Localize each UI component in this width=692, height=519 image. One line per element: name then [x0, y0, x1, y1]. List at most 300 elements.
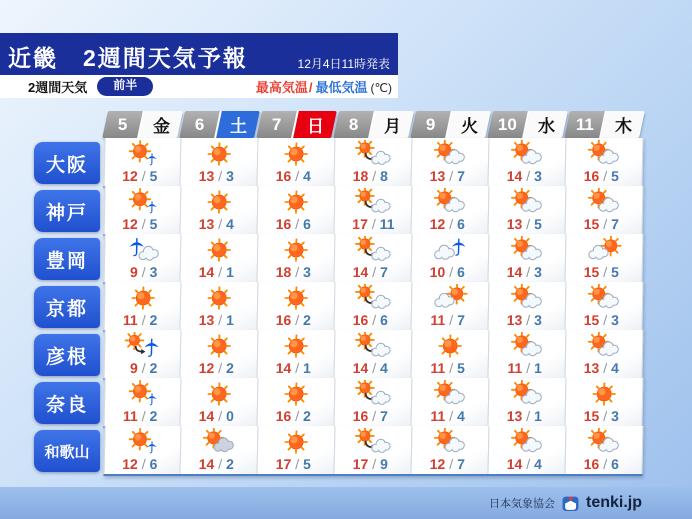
date-number: 9 — [410, 111, 453, 138]
low-temp: 2 — [225, 456, 235, 472]
sun-icon — [277, 428, 316, 456]
date-column-7 — [256, 111, 337, 138]
forecast-cell — [181, 426, 259, 474]
city-label: 京都 — [34, 286, 100, 328]
sun-then-cloud-icon — [354, 284, 393, 312]
temp-separator: / — [603, 312, 608, 328]
high-temp: 14 — [275, 360, 292, 376]
sun-rain-icon — [123, 380, 162, 408]
provider-credit: 日本気象協会 — [488, 498, 555, 510]
forecast-cell — [104, 282, 182, 330]
forecast-cell — [489, 378, 567, 426]
sun-cloud-icon — [431, 380, 470, 408]
forecast-cell — [258, 186, 336, 234]
cloud-sun-icon — [431, 284, 470, 312]
low-temp: 7 — [456, 312, 466, 328]
low-temp: 4 — [302, 168, 312, 184]
low-temp: 8 — [379, 168, 389, 184]
forecast-cell — [566, 378, 644, 426]
low-temp: 3 — [225, 168, 235, 184]
low-temp: 7 — [456, 168, 466, 184]
forecast-cells — [103, 426, 643, 476]
forecast-cell — [412, 138, 490, 186]
temp-separator: / — [372, 312, 377, 328]
low-temp: 5 — [610, 264, 620, 280]
high-temp: 13 — [429, 168, 446, 184]
sun-cloud-icon — [585, 284, 624, 312]
forecast-cell — [104, 234, 182, 282]
city-label: 大阪 — [34, 142, 100, 184]
high-temp: 12 — [122, 168, 138, 184]
temperature-pair — [351, 361, 394, 375]
low-temp: 1 — [225, 264, 235, 280]
forecast-cell — [412, 282, 490, 330]
temp-separator: / — [603, 360, 608, 376]
forecast-cell — [335, 282, 413, 330]
temperature-pair — [428, 313, 471, 327]
high-temp: 12 — [198, 360, 215, 376]
temperature-pair — [121, 457, 164, 471]
day-of-week: 土 — [216, 111, 260, 138]
forecast-cell — [258, 330, 336, 378]
high-temp: 9 — [129, 264, 138, 280]
low-temp: 5 — [302, 456, 312, 472]
forecast-cell — [566, 282, 644, 330]
forecast-cell — [566, 234, 644, 282]
low-temp: 6 — [610, 456, 620, 472]
forecast-cell — [566, 426, 644, 474]
date-column-11 — [564, 111, 645, 138]
city-label: 彦根 — [34, 334, 100, 376]
high-temp: 15 — [583, 312, 600, 328]
temperature-pair — [505, 409, 548, 423]
high-temp: 14 — [198, 264, 215, 280]
high-temp: 17 — [352, 216, 369, 232]
temp-separator: / — [141, 168, 146, 184]
sun-cloud-icon — [585, 140, 624, 168]
low-temp: 7 — [379, 264, 389, 280]
temperature-pair — [274, 313, 317, 327]
date-column-8 — [333, 111, 414, 138]
forecast-cell — [258, 234, 336, 282]
high-temp: 15 — [583, 216, 600, 232]
high-temp: 16 — [275, 312, 292, 328]
high-temp: 13 — [506, 216, 523, 232]
temperature-pair — [197, 313, 240, 327]
temp-separator: / — [372, 408, 377, 424]
forecast-row — [34, 427, 643, 475]
high-temp: 12 — [429, 216, 446, 232]
low-temp: 7 — [456, 456, 466, 472]
date-column-10 — [487, 111, 568, 138]
temperature-pair — [274, 169, 317, 183]
forecast-cell — [412, 378, 490, 426]
low-temp: 4 — [225, 216, 235, 232]
date-column-6 — [179, 111, 260, 138]
temp-separator: / — [372, 264, 377, 280]
low-temp: 6 — [149, 456, 158, 472]
high-temp: 14 — [352, 360, 369, 376]
sun-icon — [277, 332, 316, 360]
temperature-legend — [256, 77, 392, 96]
temp-separator: / — [449, 312, 454, 328]
date-number: 5 — [102, 111, 145, 138]
temperature-pair — [428, 409, 471, 423]
sun-icon — [200, 332, 239, 360]
forecast-cell — [181, 330, 259, 378]
sun-rain-icon — [123, 428, 162, 456]
temp-separator: / — [449, 168, 454, 184]
temp-separator: / — [295, 216, 300, 232]
forecast-cell — [104, 378, 182, 426]
forecast-cell — [489, 282, 567, 330]
sun-cloud-icon — [508, 332, 547, 360]
low-temp: 7 — [379, 408, 389, 424]
temperature-pair — [582, 169, 625, 183]
temperature-pair — [428, 457, 471, 471]
forecast-cell — [258, 426, 336, 474]
temp-separator: / — [603, 456, 608, 472]
temperature-pair — [351, 265, 394, 279]
page-title: 近畿 2週間天気予報 — [8, 45, 248, 71]
city-label: 奈良 — [34, 382, 100, 424]
high-temp: 9 — [129, 360, 138, 376]
temperature-pair — [197, 361, 240, 375]
forecast-cell — [335, 234, 413, 282]
sun-icon — [431, 332, 470, 360]
sun-icon — [277, 188, 316, 216]
sun-cloud-icon — [585, 188, 624, 216]
temperature-pair — [274, 361, 317, 375]
temp-separator: / — [218, 168, 223, 184]
temperature-pair — [428, 169, 471, 183]
temperature-pair — [197, 169, 240, 183]
high-temp: 16 — [275, 408, 292, 424]
sun-icon — [200, 236, 239, 264]
sun-then-cloud-icon — [354, 236, 393, 264]
temperature-pair — [197, 409, 240, 423]
high-temp: 17 — [352, 456, 369, 472]
high-temp: 14 — [198, 408, 215, 424]
high-temp: 16 — [583, 168, 600, 184]
high-temp: 11 — [430, 360, 446, 376]
temp-separator: / — [141, 360, 146, 376]
city-label: 和歌山 — [34, 430, 100, 472]
sun-cloud-icon — [508, 284, 547, 312]
high-temp: 10 — [429, 264, 446, 280]
sun-icon — [277, 284, 316, 312]
sun-cloud-icon — [508, 140, 547, 168]
temperature-pair — [121, 169, 164, 183]
temperature-pair — [274, 217, 317, 231]
forecast-cell — [104, 330, 182, 378]
sun-rain-icon — [123, 188, 162, 216]
temperature-pair — [274, 409, 317, 423]
sun-cloud-icon — [431, 140, 470, 168]
temp-separator: / — [526, 168, 531, 184]
high-temp: 13 — [583, 360, 600, 376]
temp-separator: / — [603, 216, 608, 232]
sun-then-rain-icon — [123, 332, 162, 360]
temp-separator: / — [141, 408, 146, 424]
temperature-pair — [351, 217, 395, 231]
day-of-week: 水 — [524, 111, 568, 138]
forecast-cells — [103, 330, 643, 380]
high-temp: 11 — [507, 360, 523, 376]
temperature-pair — [582, 313, 625, 327]
temperature-pair — [121, 409, 164, 423]
temp-separator: / — [526, 264, 531, 280]
temp-separator: / — [449, 264, 454, 280]
date-number: 10 — [487, 111, 530, 138]
low-temp: 4 — [456, 408, 466, 424]
sun-icon — [277, 236, 316, 264]
temp-separator: / — [603, 264, 608, 280]
low-temp: 3 — [610, 408, 620, 424]
day-of-week: 木 — [601, 111, 645, 138]
temperature-pair — [582, 457, 625, 471]
forecast-grid — [34, 139, 643, 475]
forecast-row — [34, 235, 643, 283]
low-temp: 2 — [149, 312, 158, 328]
city-label: 豊岡 — [34, 238, 100, 280]
sun-cloud-icon — [508, 188, 547, 216]
low-temp: 4 — [533, 456, 543, 472]
temperature-pair — [121, 217, 164, 231]
temp-separator: / — [141, 312, 146, 328]
temp-separator: / — [449, 216, 454, 232]
city-label: 神戸 — [34, 190, 100, 232]
low-temp: 2 — [302, 408, 312, 424]
temp-separator: / — [295, 312, 300, 328]
forecast-cell — [489, 426, 567, 474]
temp-separator: / — [295, 408, 300, 424]
date-column-5 — [102, 111, 183, 138]
low-temp: 3 — [149, 264, 158, 280]
forecast-row — [34, 379, 643, 427]
date-column-9 — [410, 111, 491, 138]
high-temp: 12 — [122, 216, 138, 232]
temp-separator: / — [141, 264, 146, 280]
forecast-cells — [103, 378, 643, 428]
low-temp: 3 — [302, 264, 312, 280]
low-temp: 2 — [149, 360, 158, 376]
sun-then-cloud-icon — [354, 140, 393, 168]
temperature-pair — [121, 265, 164, 279]
temperature-pair — [505, 457, 548, 471]
temperature-pair — [505, 313, 548, 327]
temp-separator: / — [141, 216, 146, 232]
sun-then-cloud-icon — [354, 188, 393, 216]
forecast-cell — [181, 282, 259, 330]
day-of-week: 金 — [139, 111, 183, 138]
sun-rain-icon — [123, 140, 162, 168]
low-temp: 9 — [379, 456, 389, 472]
sun-icon — [277, 380, 316, 408]
forecast-cells — [103, 282, 643, 332]
high-temp: 13 — [506, 408, 523, 424]
sub-header — [0, 75, 398, 98]
temperature-pair — [582, 409, 625, 423]
sun-icon — [277, 140, 316, 168]
bottom-bar — [0, 487, 692, 519]
temperature-pair — [197, 265, 240, 279]
temp-separator: / — [603, 408, 608, 424]
temp-separator: / — [218, 360, 223, 376]
sun-icon — [200, 188, 239, 216]
low-temp: 2 — [149, 408, 158, 424]
brand-tenki-jp[interactable]: tenki.jp — [585, 494, 642, 511]
forecast-cell — [181, 234, 259, 282]
low-temp: 1 — [302, 360, 312, 376]
temperature-pair — [121, 313, 164, 327]
forecast-cell — [104, 186, 182, 234]
forecast-cell — [489, 234, 567, 282]
temperature-pair — [351, 409, 394, 423]
temperature-pair — [505, 265, 548, 279]
sun-cloud-gray-icon — [200, 428, 239, 456]
low-temp: 1 — [225, 312, 235, 328]
high-temp: 16 — [583, 456, 600, 472]
sun-cloud-icon — [585, 428, 624, 456]
temperature-pair — [428, 217, 471, 231]
date-number: 8 — [333, 111, 376, 138]
forecast-cells — [103, 138, 643, 188]
high-temp: 12 — [122, 456, 138, 472]
forecast-cell — [335, 378, 413, 426]
high-temp: 18 — [275, 264, 292, 280]
temperature-pair — [428, 265, 471, 279]
forecast-cell — [104, 426, 182, 474]
temperature-pair — [505, 217, 548, 231]
high-temp: 14 — [506, 168, 523, 184]
issued-timestamp: 12月4日11時発表 — [297, 57, 390, 71]
forecast-row — [34, 187, 643, 235]
legend-high-temp: 最高気温 — [255, 80, 308, 95]
temperature-pair — [505, 169, 548, 183]
forecast-cell — [335, 186, 413, 234]
sun-then-cloud-icon — [354, 332, 393, 360]
forecast-cell — [489, 186, 567, 234]
temp-separator: / — [526, 312, 531, 328]
high-temp: 16 — [275, 216, 292, 232]
sun-cloud-icon — [431, 188, 470, 216]
high-temp: 15 — [583, 408, 600, 424]
date-header — [104, 111, 643, 138]
sun-cloud-icon — [585, 332, 624, 360]
sun-cloud-icon — [508, 236, 547, 264]
low-temp: 5 — [610, 168, 620, 184]
low-temp: 2 — [302, 312, 312, 328]
temp-separator: / — [449, 360, 454, 376]
forecast-cell — [104, 138, 182, 186]
low-temp: 5 — [456, 360, 466, 376]
sun-then-cloud-icon — [354, 428, 393, 456]
sun-icon — [200, 380, 239, 408]
low-temp: 4 — [379, 360, 389, 376]
temperature-pair — [121, 361, 164, 375]
temp-separator: / — [372, 456, 377, 472]
temp-separator: / — [372, 168, 377, 184]
low-temp: 2 — [225, 360, 235, 376]
temp-separator: / — [295, 168, 300, 184]
forecast-cell — [412, 186, 490, 234]
temperature-pair — [582, 217, 625, 231]
temp-separator: / — [526, 408, 531, 424]
forecast-cells — [103, 186, 643, 236]
high-temp: 16 — [352, 408, 369, 424]
temp-separator: / — [526, 360, 531, 376]
high-temp: 14 — [198, 456, 215, 472]
sun-cloud-icon — [508, 428, 547, 456]
high-temp: 15 — [583, 264, 600, 280]
temperature-pair — [582, 361, 625, 375]
day-of-week: 日 — [293, 111, 337, 138]
temperature-pair — [351, 457, 394, 471]
temp-separator: / — [218, 264, 223, 280]
high-temp: 13 — [198, 312, 215, 328]
forecast-cell — [258, 138, 336, 186]
temp-separator: / — [449, 408, 454, 424]
high-temp: 14 — [352, 264, 369, 280]
temp-separator: / — [295, 264, 300, 280]
low-temp: 1 — [533, 408, 543, 424]
forecast-cell — [258, 378, 336, 426]
temp-separator: / — [218, 312, 223, 328]
high-temp: 11 — [430, 312, 446, 328]
forecast-cell — [412, 330, 490, 378]
day-of-week: 火 — [447, 111, 491, 138]
cloud-rain-icon — [431, 236, 470, 264]
temp-separator: / — [141, 456, 146, 472]
tenki-logo-icon[interactable] — [562, 495, 579, 512]
temp-separator: / — [295, 456, 300, 472]
temp-separator: / — [526, 456, 531, 472]
high-temp: 14 — [506, 264, 523, 280]
tab-two-week-weather: 2週間天気 — [28, 80, 88, 95]
forecast-cell — [412, 426, 490, 474]
low-temp: 4 — [610, 360, 620, 376]
high-temp: 16 — [352, 312, 369, 328]
sun-cloud-icon — [431, 428, 470, 456]
low-temp: 3 — [610, 312, 620, 328]
temp-separator: / — [603, 168, 608, 184]
temp-separator: / — [295, 360, 300, 376]
forecast-cell — [489, 138, 567, 186]
forecast-cell — [335, 330, 413, 378]
temperature-pair — [351, 169, 394, 183]
temp-separator: / — [218, 216, 223, 232]
temp-separator: / — [526, 216, 531, 232]
forecast-cell — [335, 426, 413, 474]
low-temp: 6 — [302, 216, 312, 232]
temperature-pair — [197, 457, 240, 471]
forecast-cells — [103, 234, 643, 284]
date-number: 6 — [179, 111, 222, 138]
low-temp: 3 — [533, 264, 543, 280]
temperature-pair — [428, 361, 471, 375]
forecast-cell — [566, 330, 644, 378]
low-temp: 3 — [533, 168, 543, 184]
legend-unit: (℃) — [370, 81, 392, 95]
high-temp: 11 — [430, 408, 446, 424]
temperature-pair — [351, 313, 394, 327]
legend-low-temp: 最低気温 — [315, 80, 368, 95]
period-badge-first-half[interactable]: 前半 — [97, 77, 153, 95]
forecast-cell — [258, 282, 336, 330]
low-temp: 11 — [379, 216, 395, 232]
high-temp: 13 — [506, 312, 523, 328]
